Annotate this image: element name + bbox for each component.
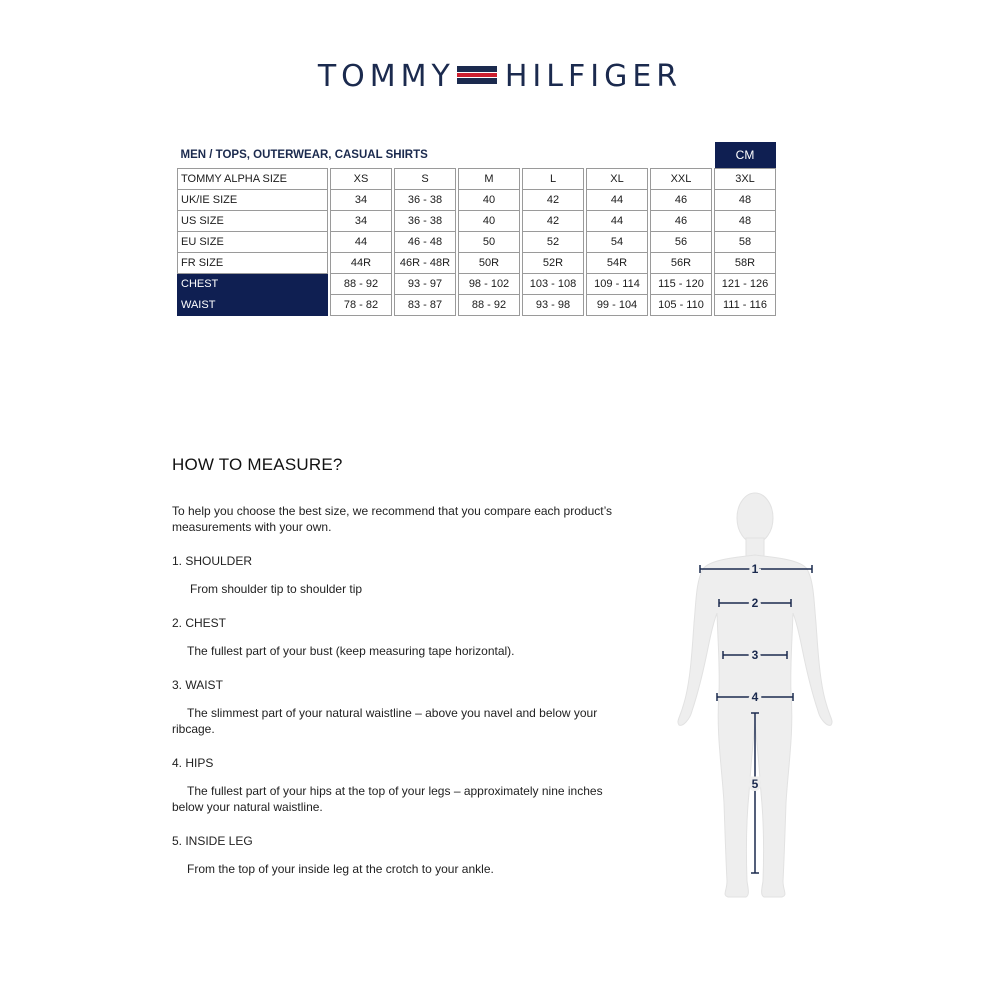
table-cell: 40 (459, 190, 520, 211)
section-heading: HOW TO MEASURE? (172, 455, 343, 474)
table-cell: 36 - 38 (395, 190, 456, 211)
row-label: TOMMY ALPHA SIZE (178, 169, 328, 190)
table-row (178, 211, 776, 232)
how-to-measure-section (172, 455, 632, 895)
table-cell: 93 - 98 (523, 295, 584, 316)
intro-text: To help you choose the best size, we recommend that you compare each product’s measurements with your own. (172, 504, 613, 534)
marker-3: 3 (751, 648, 759, 662)
table-cell: 52R (523, 253, 584, 274)
marker-2: 2 (751, 596, 759, 610)
table-cell: 115 - 120 (651, 274, 712, 295)
table-cell: 44R (331, 253, 392, 274)
table-cell: 44 (331, 232, 392, 253)
size-chart-table (177, 142, 776, 316)
table-cell: S (395, 169, 456, 190)
table-title: MEN / TOPS, OUTERWEAR, CASUAL SHIRTS (180, 149, 428, 161)
table-cell: 105 - 110 (651, 295, 712, 316)
brand-logo (0, 56, 1000, 96)
row-label: UK/IE SIZE (178, 190, 328, 211)
unit-badge: CM (715, 142, 776, 169)
table-cell: 42 (523, 211, 584, 232)
brand-name-left: TOMMY (317, 58, 455, 94)
marker-5: 5 (751, 777, 759, 791)
table-cell: 42 (523, 190, 584, 211)
table-cell: M (459, 169, 520, 190)
table-cell: 3XL (715, 169, 776, 190)
table-cell: 54R (587, 253, 648, 274)
table-cell: 58 (715, 232, 776, 253)
table-cell: 103 - 108 (523, 274, 584, 295)
table-cell: 88 - 92 (331, 274, 392, 295)
step-4-desc: The fullest part of your hips at the top of your legs – approximately nine inches below your natural waistline. (172, 784, 603, 814)
step-2-title: 2. CHEST (172, 616, 227, 630)
table-cell: 121 - 126 (715, 274, 776, 295)
table-cell: 78 - 82 (331, 295, 392, 316)
table-cell: 99 - 104 (587, 295, 648, 316)
step-3-title: 3. WAIST (172, 678, 223, 692)
marker-1: 1 (751, 562, 759, 576)
table-cell: 44 (587, 211, 648, 232)
table-cell: 48 (715, 190, 776, 211)
table-cell: 34 (331, 211, 392, 232)
table-cell: 44 (587, 190, 648, 211)
marker-4: 4 (751, 690, 759, 704)
table-cell: 46 - 48 (395, 232, 456, 253)
table-row (178, 295, 776, 316)
step-3-desc: The slimmest part of your natural waistline – above you navel and below your ribcage. (172, 706, 598, 736)
row-label: FR SIZE (178, 253, 328, 274)
table-row (178, 274, 776, 295)
table-cell: 88 - 92 (459, 295, 520, 316)
table-row (178, 169, 776, 190)
table-cell: 34 (331, 190, 392, 211)
step-1-title: 1. SHOULDER (172, 554, 253, 568)
row-label: EU SIZE (178, 232, 328, 253)
table-cell: 83 - 87 (395, 295, 456, 316)
row-label: WAIST (178, 295, 328, 316)
brand-name-right: HILFIGER (504, 58, 683, 94)
table-cell: XS (331, 169, 392, 190)
row-label: US SIZE (178, 211, 328, 232)
table-cell: L (523, 169, 584, 190)
step-2-desc: The fullest part of your bust (keep measuring tape horizontal). (187, 644, 515, 658)
table-cell: XL (587, 169, 648, 190)
table-cell: 46 (651, 211, 712, 232)
table-cell: 50R (459, 253, 520, 274)
step-5-title: 5. INSIDE LEG (172, 834, 253, 848)
table-cell: 50 (459, 232, 520, 253)
table-cell: XXL (651, 169, 712, 190)
table-cell: 48 (715, 211, 776, 232)
table-cell: 46 (651, 190, 712, 211)
table-row (178, 253, 776, 274)
body-measurement-figure (670, 483, 850, 903)
step-4-title: 4. HIPS (172, 756, 214, 770)
table-cell: 52 (523, 232, 584, 253)
table-row (178, 232, 776, 253)
table-cell: 98 - 102 (459, 274, 520, 295)
table-cell: 56R (651, 253, 712, 274)
table-cell: 54 (587, 232, 648, 253)
table-cell: 46R - 48R (395, 253, 456, 274)
table-cell: 56 (651, 232, 712, 253)
row-label: CHEST (178, 274, 328, 295)
flag-icon (457, 66, 497, 84)
step-5-desc: From the top of your inside leg at the crotch to your ankle. (187, 862, 494, 876)
table-title-row (178, 142, 776, 169)
table-cell: 93 - 97 (395, 274, 456, 295)
table-cell: 109 - 114 (587, 274, 648, 295)
table-cell: 58R (715, 253, 776, 274)
table-cell: 36 - 38 (395, 211, 456, 232)
table-cell: 111 - 116 (715, 295, 776, 316)
table-row (178, 190, 776, 211)
step-1-desc: From shoulder tip to shoulder tip (190, 582, 363, 596)
table-cell: 40 (459, 211, 520, 232)
